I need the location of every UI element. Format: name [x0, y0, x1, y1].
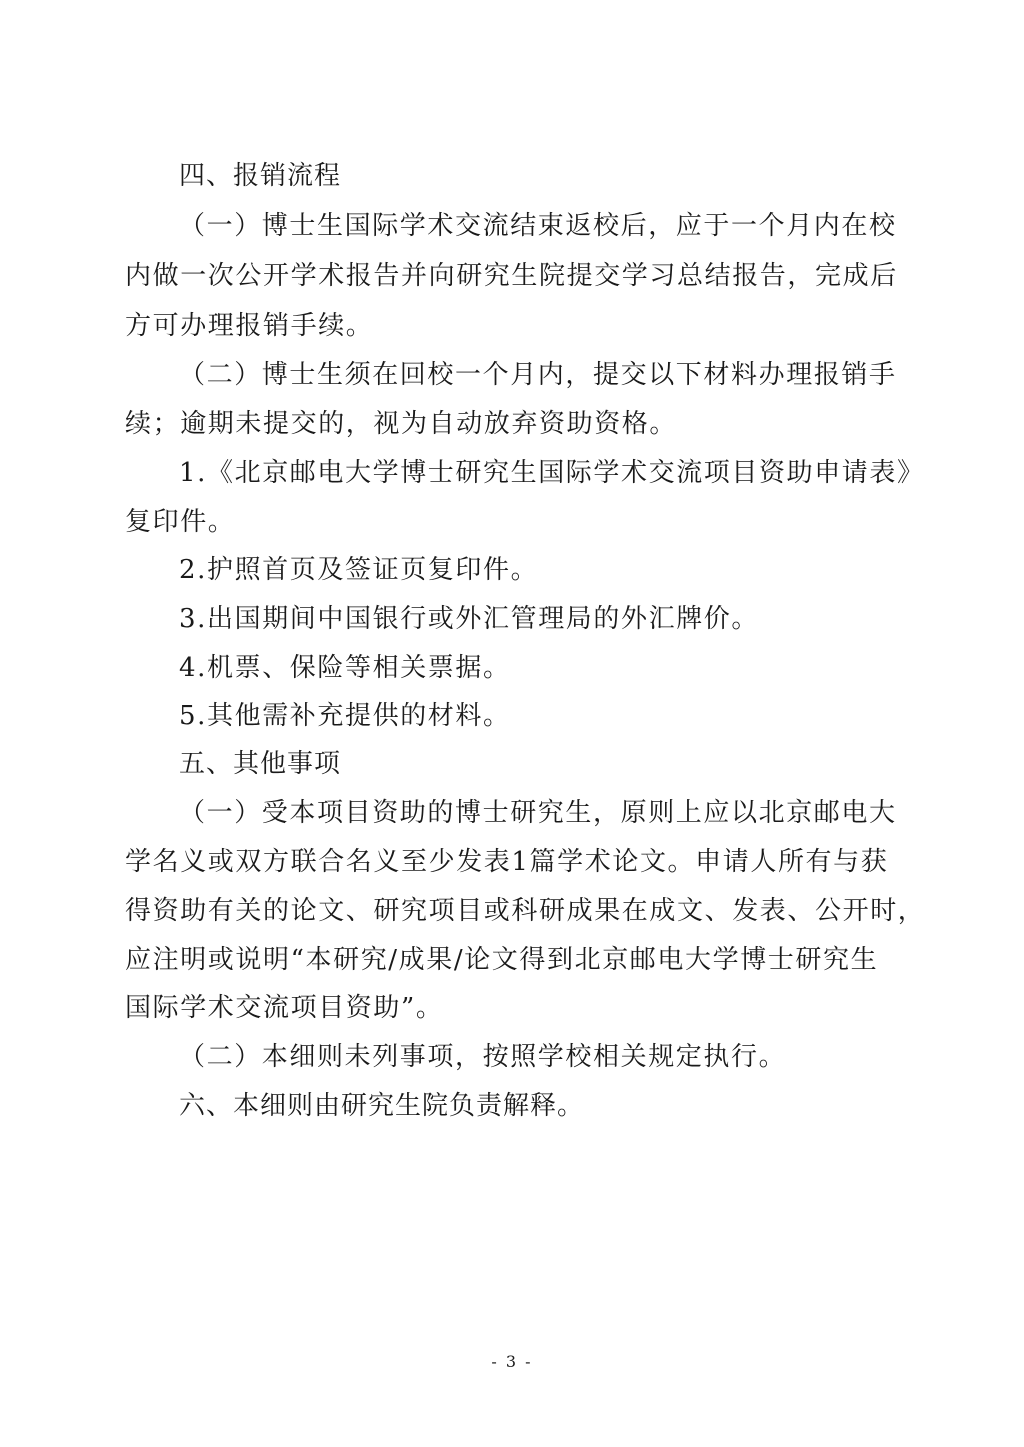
- section-4-item-3: 3.出国期间中国银行或外汇管理局的外汇牌价。: [179, 604, 760, 634]
- section-4-para-1-line-1: （一）博士生国际学术交流结束返校后，应于一个月内在校: [179, 211, 897, 241]
- section-4-para-2-line-2: 续；逾期未提交的，视为自动放弃资助资格。: [125, 409, 678, 439]
- section-4-item-5: 5.其他需补充提供的材料。: [179, 701, 511, 731]
- section-6-heading: 六、本细则由研究生院负责解释。: [179, 1091, 585, 1121]
- section-4-item-4: 4.机票、保险等相关票据。: [179, 653, 511, 683]
- section-4-para-1-line-3: 方可办理报销手续。: [125, 311, 374, 341]
- section-5-para-2: （二）本细则未列事项，按照学校相关规定执行。: [179, 1042, 787, 1072]
- section-4-para-1-line-2: 内做一次公开学术报告并向研究生院提交学习总结报告，完成后: [125, 261, 898, 291]
- page-number: - 3 -: [491, 1352, 533, 1371]
- section-4-item-1-cont: 复印件。: [125, 507, 236, 537]
- section-4-item-1: 1.《北京邮电大学博士研究生国际学术交流项目资助申请表》: [179, 458, 925, 488]
- section-4-para-2-line-1: （二）博士生须在回校一个月内，提交以下材料办理报销手: [179, 360, 897, 390]
- section-4-item-2: 2.护照首页及签证页复印件。: [179, 555, 539, 585]
- section-5-para-1-line-3: 得资助有关的论文、研究项目或科研成果在成文、发表、公开时，: [125, 896, 926, 926]
- section-5-para-1-line-5: 国际学术交流项目资助”。: [125, 993, 444, 1023]
- section-5-para-1-line-2: 学名义或双方联合名义至少发表1篇学术论文。申请人所有与获: [125, 847, 889, 877]
- section-5-para-1-line-1: （一）受本项目资助的博士研究生，原则上应以北京邮电大: [179, 798, 897, 828]
- section-4-heading: 四、报销流程: [179, 161, 342, 191]
- section-5-para-1-line-4: 应注明或说明“本研究/成果/论文得到北京邮电大学博士研究生: [125, 945, 879, 975]
- section-5-heading: 五、其他事项: [179, 749, 342, 779]
